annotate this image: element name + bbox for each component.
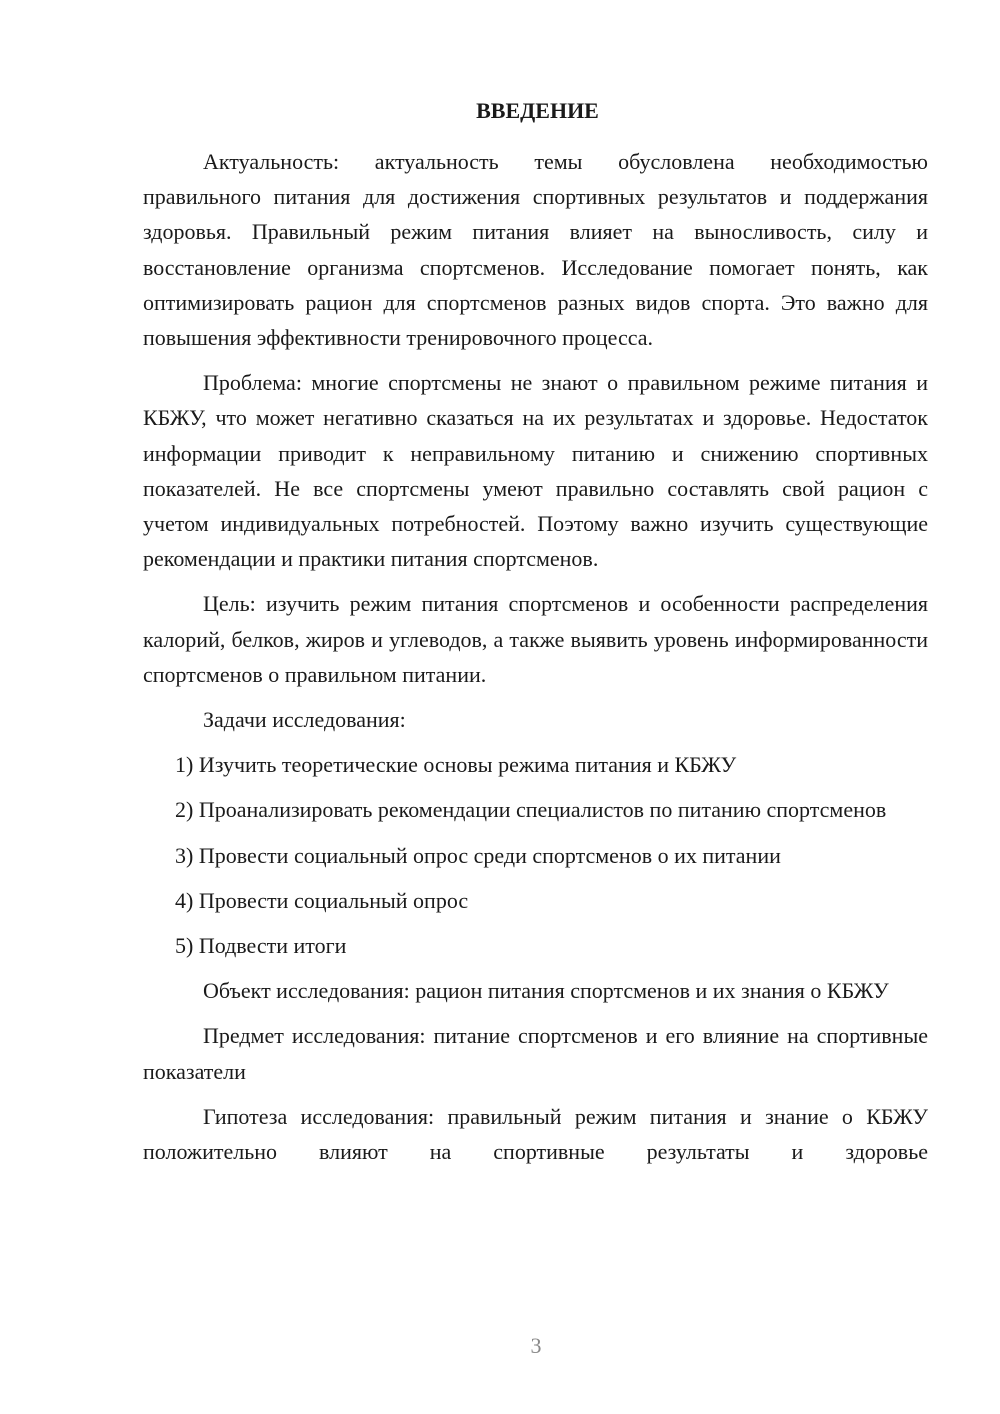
problem-paragraph: Проблема: многие спортсмены не знают о правильном режиме питания и КБЖУ, что может негативно сказаться на их результатах и здоровье. Недостаток информации приводит к неправильному питанию и снижению спортивных показателей. Не все спортсмены умеют правильно составлять свой рацион с учетом индивидуальных потребностей. Поэтому важно изучить существующие рекомендации и практики питания спортсменов. [143,370,928,572]
task-item-2: 2) Проанализировать рекомендации специалистов по питанию спортсменов [175,797,887,823]
page-title: ВВЕДЕНИЕ [476,98,599,123]
goal-paragraph: Цель: изучить режим питания спортсменов и особенности распределения калорий, белков, жиров и углеводов, а также выявить уровень информированности спортсменов о правильном питании. [143,591,928,687]
tasks-heading: Задачи исследования: [203,707,406,733]
object-paragraph: Объект исследования: рацион питания спортсменов и их знания о КБЖУ [203,978,889,1004]
hypothesis-paragraph: Гипотеза исследования: правильный режим питания и знание о КБЖУ положительно влияют на спортивные результаты и здоровье [143,1103,928,1165]
subject-paragraph: Предмет исследования: питание спортсменов и его влияние на спортивные показатели [143,1023,928,1084]
relevance-paragraph: Актуальность: актуальность темы обусловлена необходимостью правильного питания для достижения спортивных результатов и поддержания здоровья. Правильный режим питания влияет на выносливость, силу и восстановление организма спортсменов. Исследование помогает понять, как оптимизировать рацион для спортсменов разных видов спорта. Это важно для повышения эффективности тренировочного процесса. [143,149,928,351]
task-item-4: 4) Провести социальный опрос [175,887,469,913]
task-item-5: 5) Подвести итоги [175,933,347,959]
page-number: 3 [530,1333,542,1358]
task-item-3: 3) Провести социальный опрос среди спортсменов о их питании [175,842,781,868]
task-item-1: 1) Изучить теоретические основы режима питания и КБЖУ [175,752,737,778]
document-page [143,96,928,1179]
